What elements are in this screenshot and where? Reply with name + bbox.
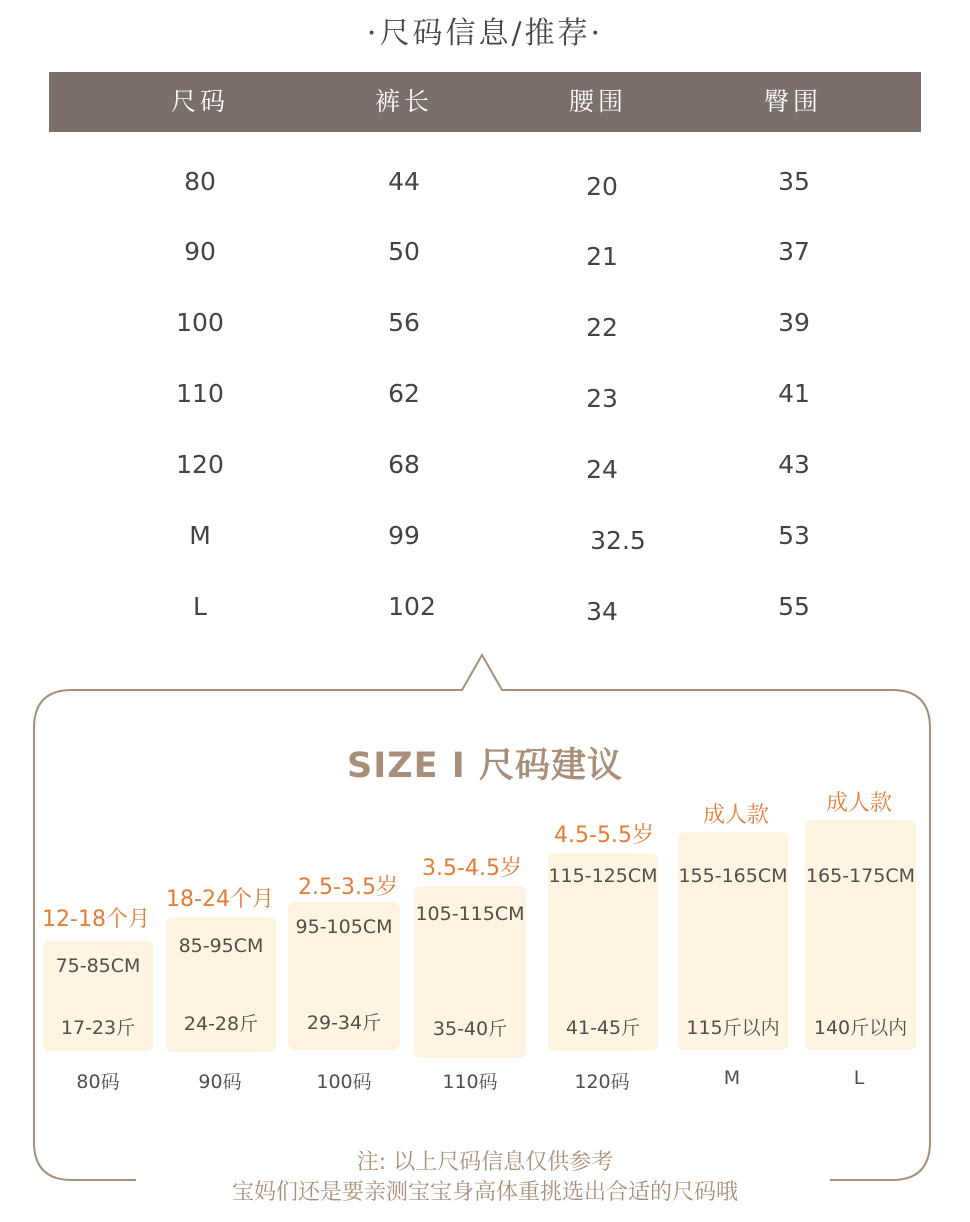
note-advice: 宝妈们还是要亲测宝宝身高体重挑选出合适的尺码哦: [231, 1180, 738, 1205]
cell-size: 110: [176, 379, 224, 408]
cell-waist: 21: [586, 242, 618, 271]
size-code: 80码: [76, 1071, 120, 1093]
cell-hip: 53: [778, 521, 810, 550]
table-row: [0, 445, 970, 485]
size-code: 90码: [198, 1071, 242, 1093]
age-label: 18-24个月: [166, 887, 274, 912]
height-range: 75-85CM: [55, 955, 141, 977]
header-length: 裤长: [374, 87, 433, 116]
cell-waist: 20: [586, 172, 618, 201]
height-range: 95-105CM: [295, 916, 393, 938]
table-row: [0, 232, 970, 272]
height-range: 155-165CM: [678, 865, 788, 887]
header-waist: 腰围: [568, 87, 627, 116]
age-label: 4.5-5.5岁: [554, 823, 654, 848]
table-row: [0, 374, 970, 414]
weight-range: 140斤以内: [813, 1017, 908, 1039]
cell-hip: 39: [778, 308, 810, 337]
cell-length: 68: [388, 450, 420, 479]
cell-waist: 24: [586, 455, 618, 484]
cell-hip: 43: [778, 450, 810, 479]
size-code: 110码: [442, 1071, 498, 1093]
table-row: [0, 516, 970, 556]
page-title: ·尺码信息/推荐·: [366, 16, 604, 51]
size-code: M: [723, 1067, 741, 1089]
weight-range: 41-45斤: [565, 1017, 641, 1039]
size-card: [43, 941, 153, 1051]
cell-waist: 23: [586, 384, 618, 413]
size-code: 100码: [316, 1071, 372, 1093]
cell-length: 44: [388, 167, 420, 196]
cell-size: 90: [184, 237, 216, 266]
cell-hip: 41: [778, 379, 810, 408]
age-label: 成人款: [825, 791, 893, 816]
cell-size: 80: [184, 167, 216, 196]
age-label: 3.5-4.5岁: [422, 856, 522, 881]
weight-range: 17-23斤: [60, 1017, 136, 1039]
size-card: [805, 820, 916, 1050]
cell-size: L: [193, 592, 207, 621]
age-label: 2.5-3.5岁: [298, 875, 398, 900]
cell-hip: 37: [778, 237, 810, 266]
size-code: 120码: [574, 1071, 630, 1093]
weight-range: 24-28斤: [183, 1013, 259, 1035]
cell-length: 99: [388, 521, 420, 550]
header-hip: 臀围: [763, 87, 822, 116]
cell-waist: 34: [586, 597, 618, 626]
size-card: [288, 902, 400, 1050]
weight-range: 115斤以内: [686, 1017, 780, 1039]
cell-length: 56: [388, 308, 420, 337]
size-code: L: [853, 1067, 865, 1089]
weight-range: 35-40斤: [432, 1018, 508, 1040]
cell-length: 62: [388, 379, 420, 408]
cell-size: M: [189, 521, 211, 550]
size-card: [414, 886, 526, 1058]
table-row: [0, 303, 970, 343]
size-card: [166, 917, 276, 1052]
size-card: [548, 853, 658, 1051]
table-row: [0, 162, 970, 202]
age-label: 12-18个月: [42, 907, 150, 932]
size-table-header: [49, 72, 921, 132]
height-range: 105-115CM: [415, 903, 525, 925]
weight-range: 29-34斤: [306, 1012, 382, 1034]
cell-size: 100: [176, 308, 224, 337]
height-range: 85-95CM: [178, 935, 264, 957]
cell-hip: 35: [778, 167, 810, 196]
height-range: 115-125CM: [548, 865, 658, 887]
cell-length: 102: [388, 592, 436, 621]
cell-waist: 32.5: [590, 526, 646, 555]
age-label: 成人款: [702, 803, 770, 828]
cell-hip: 55: [778, 592, 810, 621]
size-card: [678, 832, 788, 1050]
table-row: [0, 587, 970, 627]
cell-size: 120: [176, 450, 224, 479]
height-range: 165-175CM: [805, 865, 916, 887]
cell-length: 50: [388, 237, 420, 266]
header-size: 尺码: [170, 87, 229, 116]
note-disclaimer: 注: 以上尺码信息仅供参考: [356, 1150, 614, 1175]
cell-waist: 22: [586, 313, 618, 342]
size-advice-title: SIZE I 尺码建议: [347, 746, 623, 786]
